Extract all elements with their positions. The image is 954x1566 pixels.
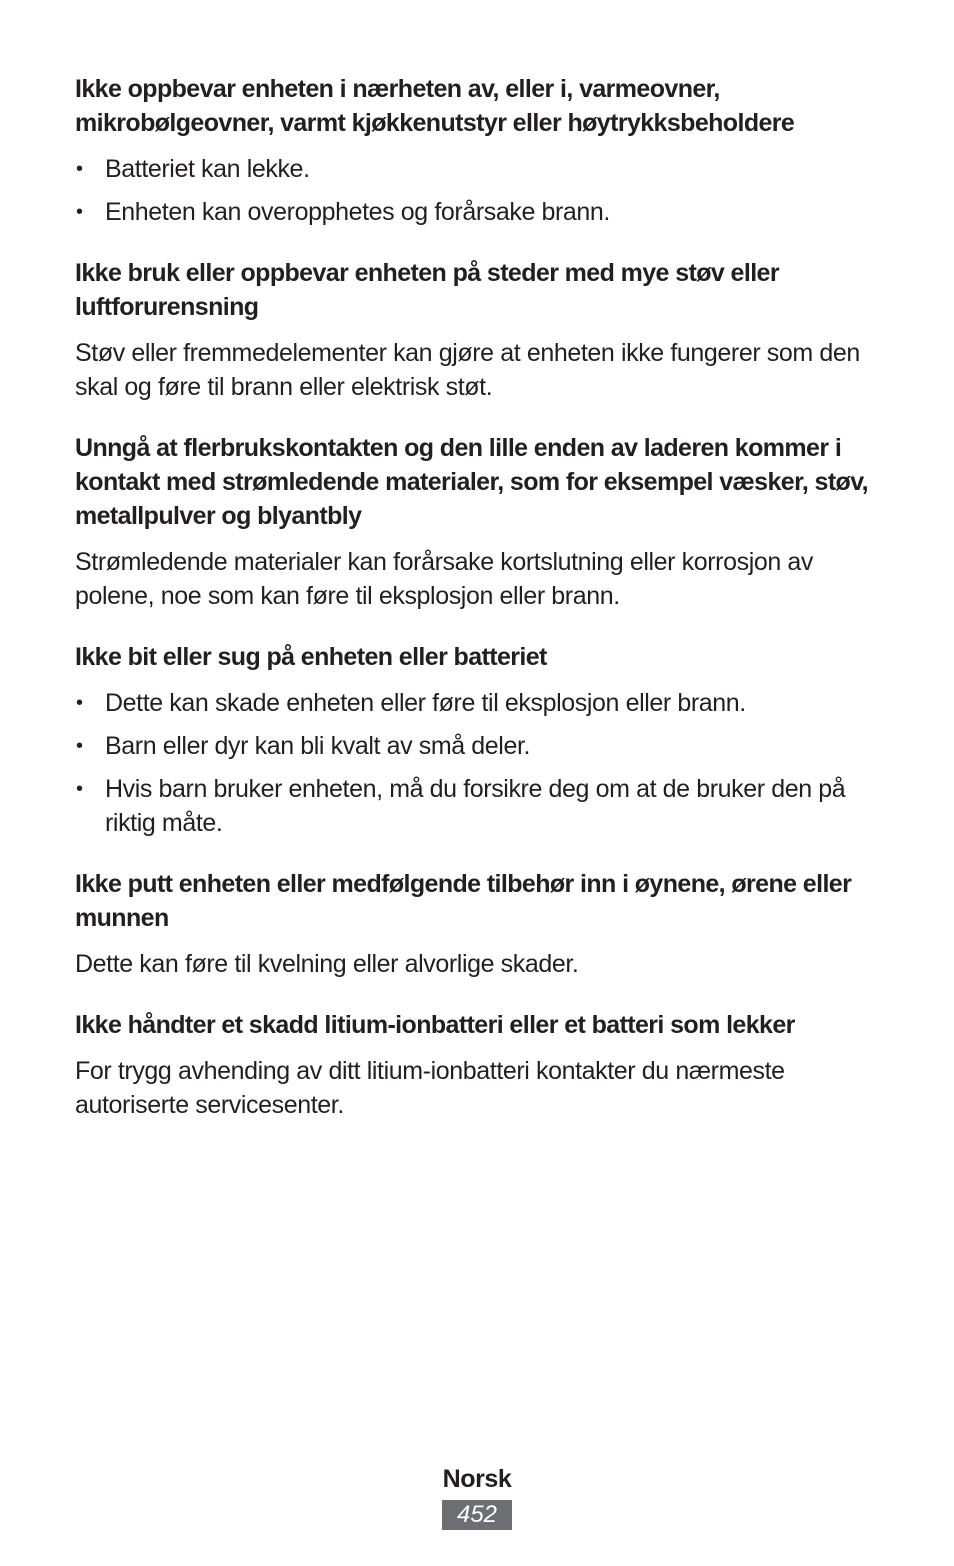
section-bite-suck <box>75 640 875 840</box>
section-dust <box>75 256 875 404</box>
section-text: Strømledende materialer kan forårsake kortslutning eller korrosjon av polene, noe som kan føre til eksplosjon eller brann. <box>75 548 814 610</box>
bullet-item: • Batteriet kan lekke. <box>75 152 875 186</box>
section-text: Støv eller fremmedelementer kan gjøre at enheten ikke fungerer som den skal og føre til brann eller elektrisk støt. <box>75 339 860 401</box>
footer-language: Norsk <box>442 1465 512 1493</box>
section-heading: Ikke oppbevar enheten i nærheten av, eller i, varmeovner, mikrobølgeovner, varmt kjøkkenutstyr eller høytrykksbeholdere <box>75 75 795 137</box>
section-eyes-ears-mouth <box>75 867 875 981</box>
bullet-icon: • <box>76 735 83 757</box>
page-footer <box>0 1462 954 1530</box>
page-content <box>75 72 875 1122</box>
section-heading: Unngå at flerbrukskontakten og den lille enden av laderen kommer i kontakt med strømledende materialer, som for eksempel væsker, støv, metallpulver og blyantbly <box>75 434 869 530</box>
bullet-icon: • <box>76 778 83 800</box>
section-text: Dette kan føre til kvelning eller alvorlige skader. <box>75 950 579 978</box>
section-heading: Ikke bit eller sug på enheten eller batteriet <box>75 643 547 671</box>
page-number: 452 <box>442 1500 512 1530</box>
bullet-icon: • <box>76 158 83 180</box>
section-heading: Ikke putt enheten eller medfølgende tilbehør inn i øynene, ørene eller munnen <box>75 870 852 932</box>
bullet-item: • Enheten kan overopphetes og forårsake brann. <box>75 195 875 229</box>
bullet-icon: • <box>76 201 83 223</box>
section-heading: Ikke bruk eller oppbevar enheten på steder med mye støv eller luftforurensning <box>75 259 779 321</box>
section-conductive-materials <box>75 431 875 613</box>
bullet-item: • Hvis barn bruker enheten, må du forsikre deg om at de bruker den på riktig måte. <box>75 772 875 840</box>
section-text: For trygg avhending av ditt litium-ionbatteri kontakter du nærmeste autoriserte servicesenter. <box>75 1057 785 1119</box>
bullet-list <box>75 152 875 229</box>
bullet-list <box>75 686 875 840</box>
section-heat-sources <box>75 72 875 229</box>
section-damaged-battery <box>75 1008 875 1122</box>
bullet-icon: • <box>76 692 83 714</box>
bullet-item: • Barn eller dyr kan bli kvalt av små deler. <box>75 729 875 763</box>
bullet-item: • Dette kan skade enheten eller føre til eksplosjon eller brann. <box>75 686 875 720</box>
section-heading: Ikke håndter et skadd litium-ionbatteri eller et batteri som lekker <box>75 1011 795 1039</box>
